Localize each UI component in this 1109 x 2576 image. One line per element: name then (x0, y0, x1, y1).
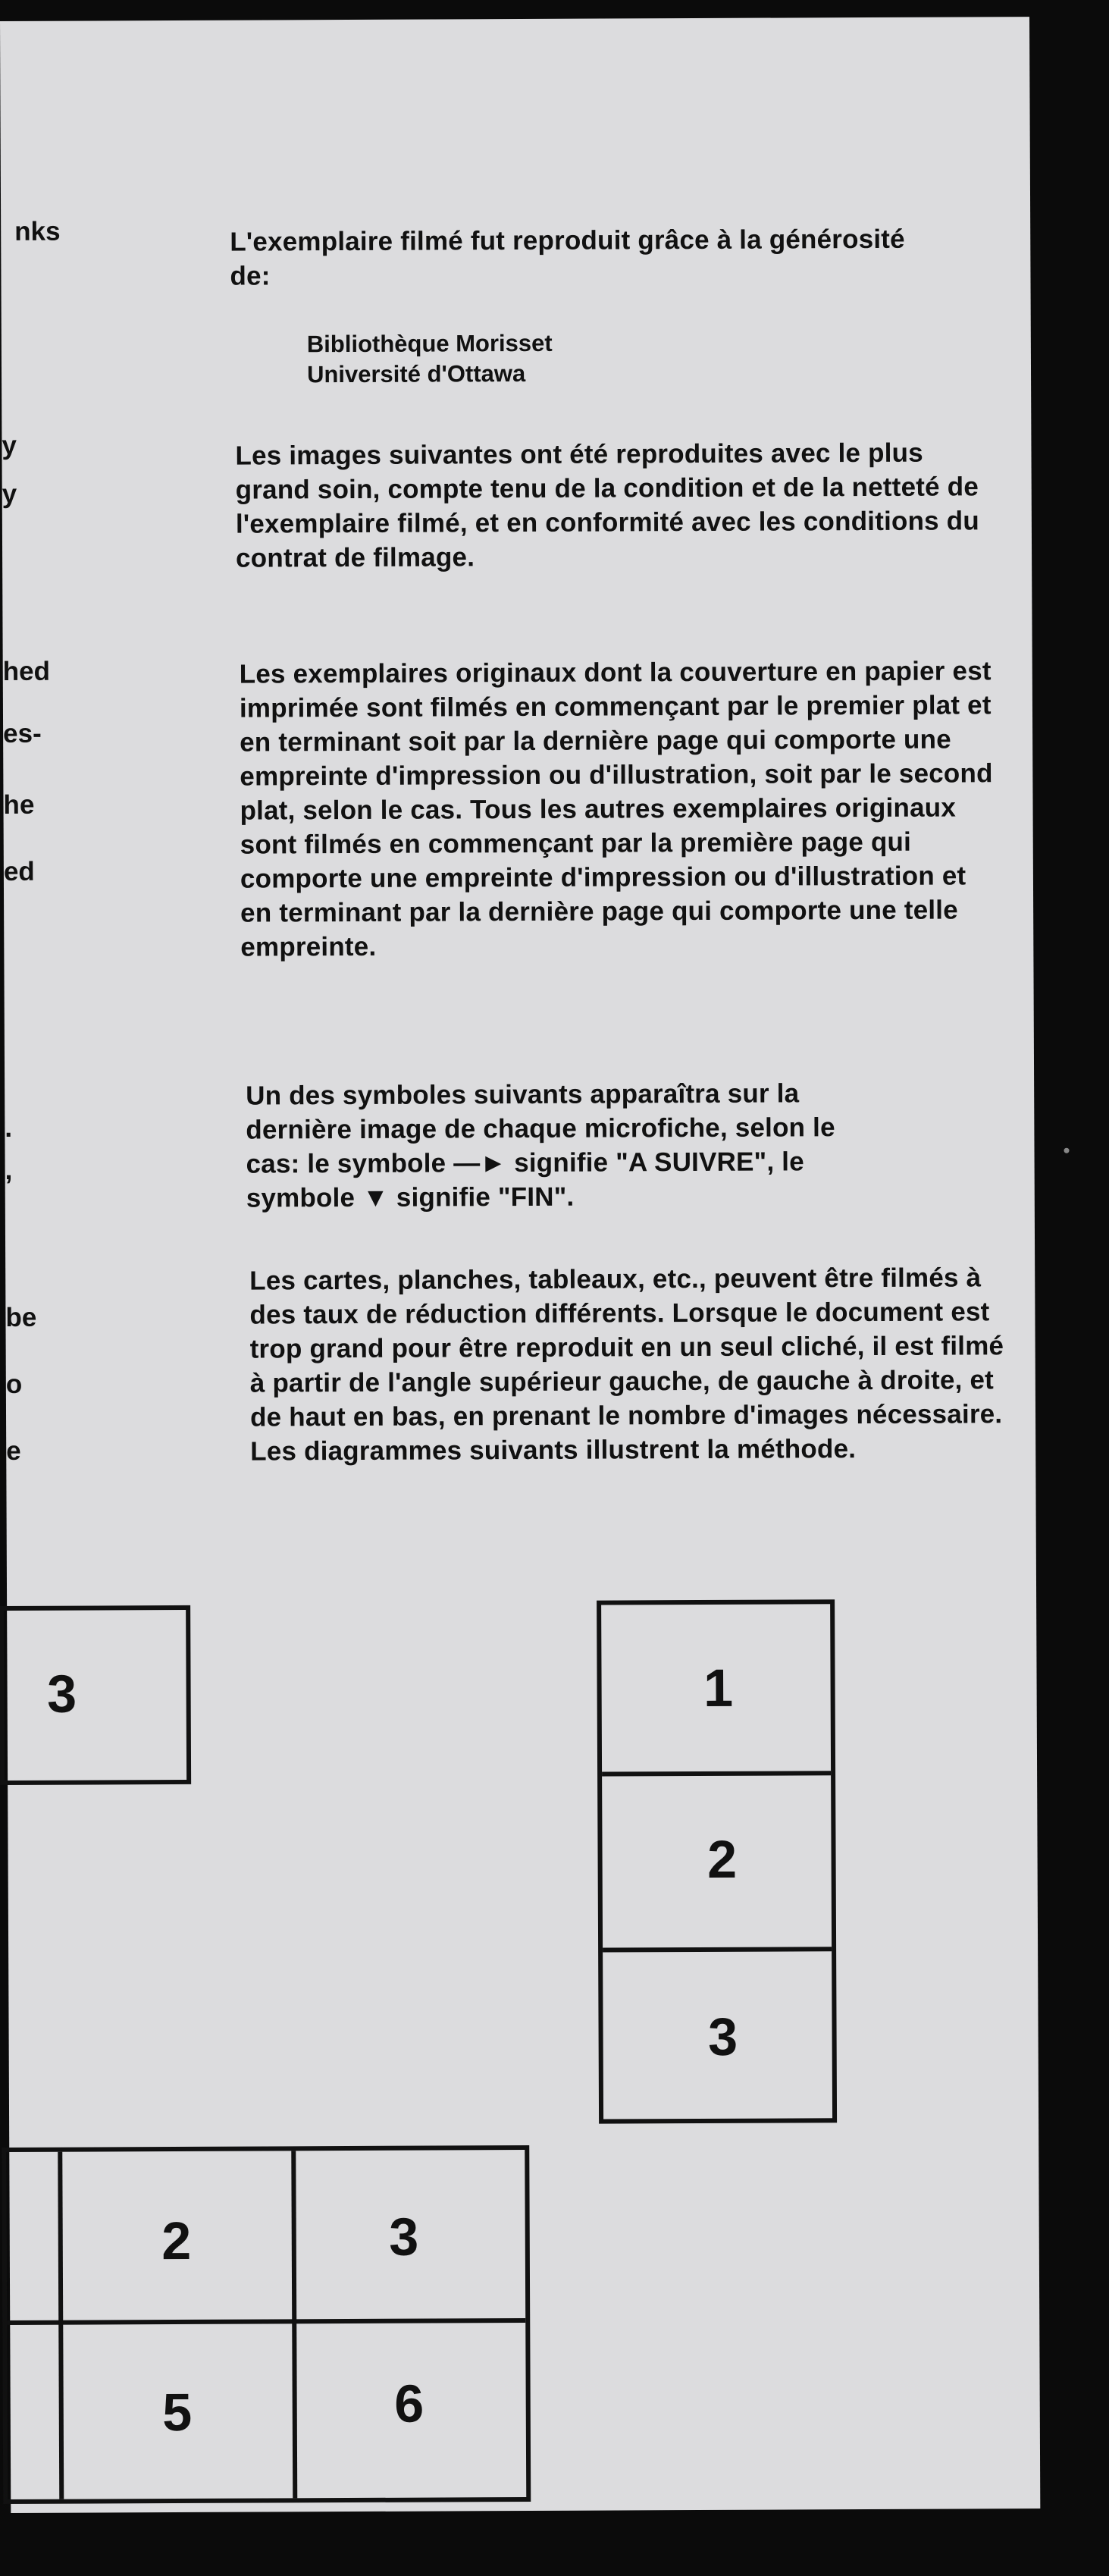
end-triangle-icon: ▼ (362, 1182, 390, 1213)
edge-fragment: o (5, 1369, 23, 1399)
diagram-column-number: 2 (706, 1829, 738, 1889)
edge-fragment: nks (14, 216, 61, 246)
diagram-grid-number: 5 (162, 2382, 193, 2443)
scanned-page (0, 17, 1070, 2513)
diagram-grid-number: 3 (389, 2207, 419, 2267)
edge-fragment: e (6, 1435, 21, 1466)
diagram-column-number: 1 (703, 1658, 734, 1718)
library-university: Université d'Ottawa (306, 359, 526, 388)
paragraph-4: Les cartes, planches, tableaux, etc., peuvent être filmés à des taux de réduction différents. Lorsque le document est trop grand pour être reproduit en un seul cliché, il est filmé à partir de l'angle supérieur gauche, de gauche à droite, et de haut en bas, en prenant le nombre d'images nécessaire. Les diagrammes suivants illustrent la méthode. (249, 1263, 1004, 1467)
paragraph-1: Les images suivantes ont été reproduites avec le plus grand soin, compte tenu de la condition et de la netteté de l'exemplaire filmé, et en conformité avec les conditions du contrat de filmage. (235, 438, 979, 573)
edge-fragment: y (2, 430, 17, 460)
library-name: Bibliothèque Morisset (306, 329, 553, 358)
library-block (307, 327, 838, 390)
heading: L'exemplaire filmé fut reproduit grâce à la générosité de: (230, 224, 905, 291)
edge-fragment: , (5, 1155, 13, 1185)
divider (602, 1771, 831, 1776)
divider (7, 2318, 525, 2325)
edge-fragment: he (3, 789, 35, 820)
divider (58, 2152, 64, 2499)
continue-arrow-icon: —► (453, 1148, 507, 1178)
paragraph-3-line: cas: le symbole —► signifie "A SUIVRE", le (246, 1147, 804, 1179)
edge-fragment: . (5, 1112, 13, 1143)
diagram-column-number: 3 (707, 2007, 738, 2066)
edge-fragment: be (5, 1302, 37, 1332)
diagram-grid (2, 2145, 531, 2504)
edge-fragment: hed (2, 656, 51, 686)
edge-fragment: es- (3, 718, 42, 748)
paragraph-2: Les exemplaires originaux dont la couverture en papier est imprimée sont filmés en commençant par le premier plat et en terminant soit par la dernière page qui comporte une empreinte d'impression ou d'illustration, soit par le second plat, selon le cas. Tous les autres exemplaires originaux sont filmés en commençant par la première page qui comporte une empreinte d'impression ou d'illustration et en terminant par la dernière page qui comporte une telle empreinte. (239, 656, 993, 962)
diagram-left-number: 3 (46, 1664, 77, 1724)
edge-fragment: ed (3, 856, 35, 886)
divider (603, 1947, 832, 1952)
paragraph-3-line: dernière image de chaque microfiche, selon le (246, 1112, 835, 1145)
paragraph-3-line: symbole ▼ signifie "FIN". (246, 1181, 575, 1213)
diagram-column (597, 1599, 837, 2123)
diagram-grid-number: 6 (394, 2374, 424, 2433)
diagram-grid-number: 2 (161, 2210, 192, 2271)
paragraph-3-line: Un des symboles suivants apparaîtra sur la (246, 1078, 800, 1111)
scan-speck: • (1063, 1138, 1070, 1162)
diagram-left-partial (0, 1605, 191, 1785)
paragraph-3 (246, 1075, 1004, 1215)
edge-fragment: y (2, 478, 17, 509)
divider (291, 2151, 297, 2498)
